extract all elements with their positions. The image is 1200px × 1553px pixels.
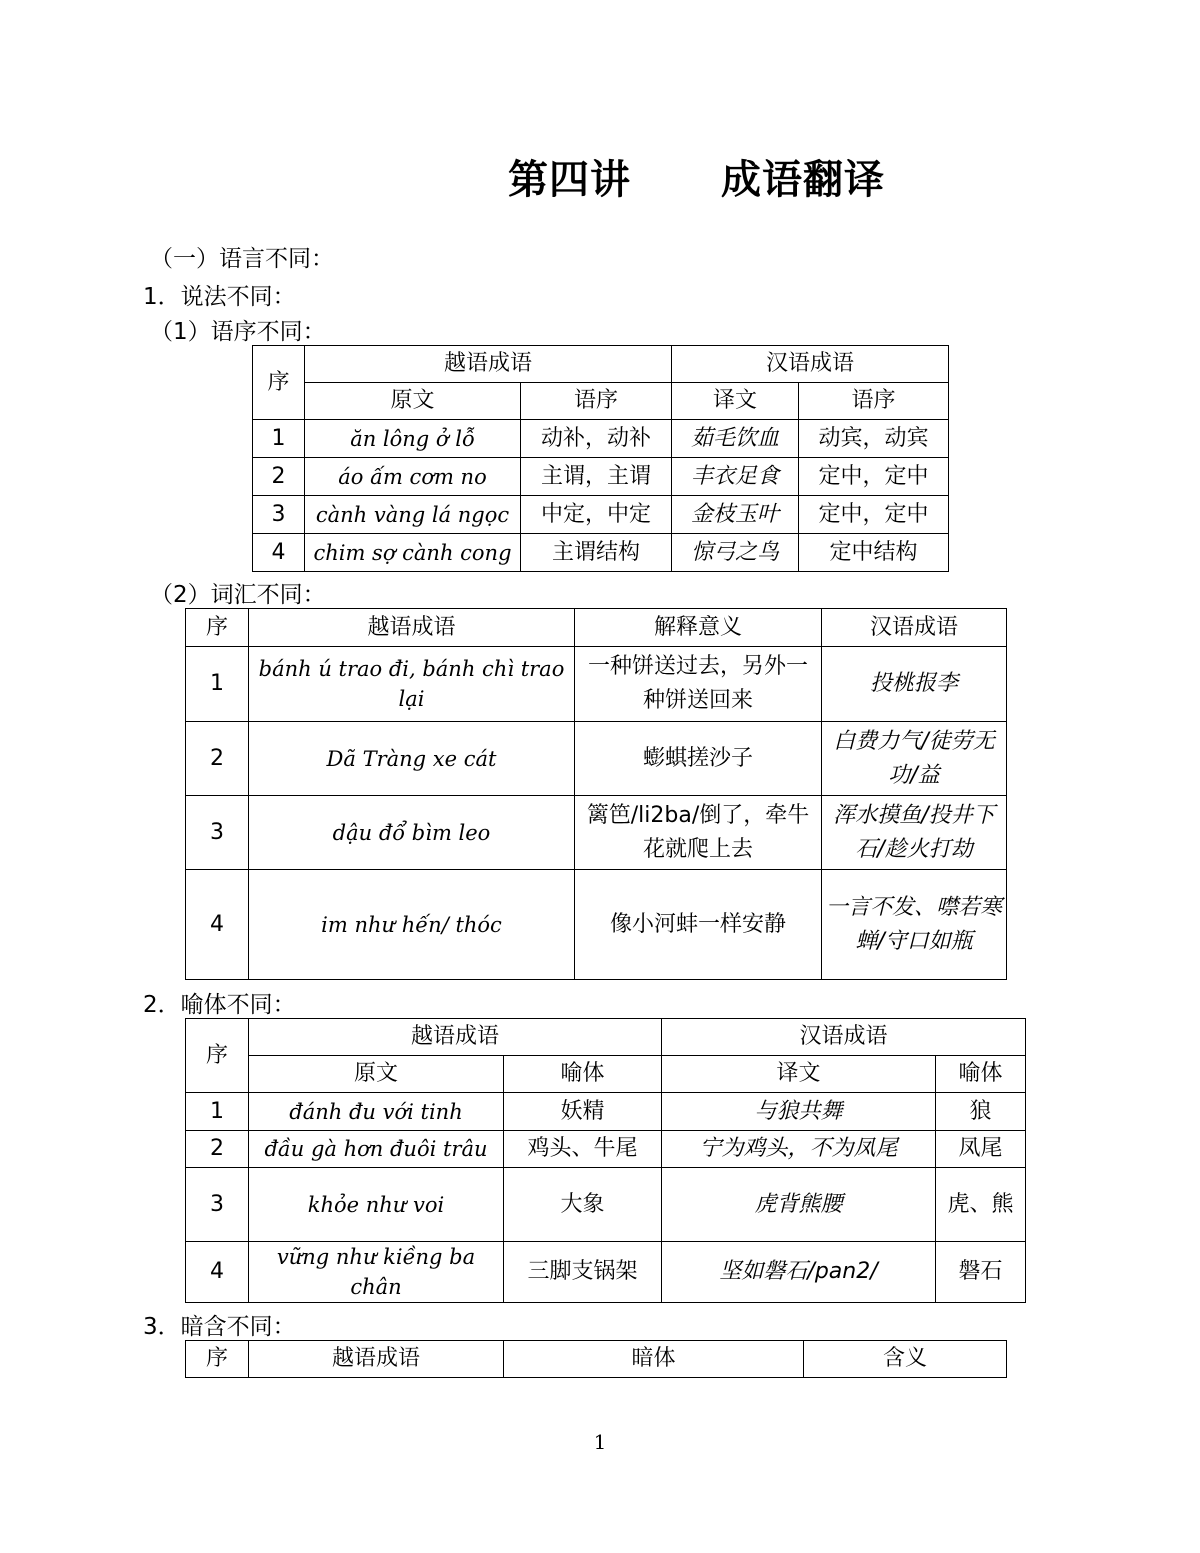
vi-figure: 妖精	[504, 1093, 662, 1131]
vi-idiom: khỏe như voi	[249, 1168, 504, 1242]
subsection-heading: 1．说法不同：	[143, 284, 296, 310]
zh-idiom: 与狼共舞	[662, 1093, 936, 1131]
word-order-table	[252, 345, 949, 572]
header-figure: 喻体	[936, 1056, 1026, 1093]
vi-order: 中定，中定	[521, 496, 672, 534]
header-index: 序	[253, 346, 305, 420]
subsection-heading: （1）语序不同：	[150, 319, 326, 345]
vi-idiom: áo ấm cơm no	[305, 458, 521, 496]
header-index: 序	[186, 1341, 249, 1378]
section-heading: （一）语言不同：	[150, 246, 334, 272]
table-row	[253, 420, 949, 458]
header-vi-idiom: 越语成语	[305, 346, 672, 383]
header-vi-idiom: 越语成语	[249, 609, 575, 647]
zh-idiom: 坚如磐石/pan2/	[662, 1242, 936, 1303]
zh-idiom: 丰衣足食	[672, 458, 799, 496]
table-row	[186, 647, 1007, 722]
vocabulary-table	[185, 608, 1007, 980]
header-meaning: 含义	[804, 1341, 1007, 1378]
row-index: 1	[186, 647, 249, 722]
meaning: 蟛蜞搓沙子	[575, 722, 822, 796]
title-lecture: 第四讲	[508, 156, 631, 203]
zh-idiom: 茹毛饮血	[672, 420, 799, 458]
zh-figure: 虎、熊	[936, 1168, 1026, 1242]
vi-idiom: dậu đổ bìm leo	[249, 796, 575, 870]
vi-idiom: cành vàng lá ngọc	[305, 496, 521, 534]
zh-figure: 凤尾	[936, 1131, 1026, 1168]
header-index: 序	[186, 609, 249, 647]
zh-idiom: 一言不发、噤若寒蝉/守口如瓶	[822, 870, 1007, 980]
zh-order: 动宾，动宾	[799, 420, 949, 458]
zh-idiom: 投桃报李	[822, 647, 1007, 722]
row-index: 2	[253, 458, 305, 496]
zh-idiom: 金枝玉叶	[672, 496, 799, 534]
row-index: 3	[186, 796, 249, 870]
header-translation: 译文	[672, 383, 799, 420]
row-index: 2	[186, 1131, 249, 1168]
header-index: 序	[186, 1019, 249, 1093]
table-row	[186, 870, 1007, 980]
vi-order: 主谓，主谓	[521, 458, 672, 496]
header-zh-idiom: 汉语成语	[672, 346, 949, 383]
vi-idiom: Dã Tràng xe cát	[249, 722, 575, 796]
row-index: 4	[186, 1242, 249, 1303]
header-meaning: 解释意义	[575, 609, 822, 647]
meaning: 一种饼送过去，另外一种饼送回来	[575, 647, 822, 722]
page-number: 1	[593, 1430, 607, 1454]
table-row	[186, 722, 1007, 796]
row-index: 1	[186, 1093, 249, 1131]
table-row	[253, 496, 949, 534]
meaning: 篱笆/li2ba/倒了，牵牛花就爬上去	[575, 796, 822, 870]
table-row	[253, 534, 949, 572]
zh-order: 定中，定中	[799, 496, 949, 534]
header-original: 原文	[249, 1056, 504, 1093]
header-vi-idiom: 越语成语	[249, 1341, 504, 1378]
header-translation: 译文	[662, 1056, 936, 1093]
header-order: 语序	[799, 383, 949, 420]
header-original: 原文	[305, 383, 521, 420]
header-figure: 喻体	[504, 1056, 662, 1093]
row-index: 2	[186, 722, 249, 796]
zh-idiom: 虎背熊腰	[662, 1168, 936, 1242]
vi-idiom: ăn lông ở lỗ	[305, 420, 521, 458]
row-index: 1	[253, 420, 305, 458]
table-row	[186, 1168, 1026, 1242]
vi-figure: 大象	[504, 1168, 662, 1242]
title-topic: 成语翻译	[721, 156, 885, 203]
zh-idiom: 浑水摸鱼/投井下石/趁火打劫	[822, 796, 1007, 870]
header-hidden: 暗体	[504, 1341, 804, 1378]
subsection-heading: （2）词汇不同：	[150, 582, 326, 608]
vi-idiom: đánh đu với tinh	[249, 1093, 504, 1131]
vi-figure: 鸡头、牛尾	[504, 1131, 662, 1168]
row-index: 3	[186, 1168, 249, 1242]
header-zh-idiom: 汉语成语	[662, 1019, 1026, 1056]
table-row	[186, 796, 1007, 870]
subsection-heading: 2．喻体不同：	[143, 992, 296, 1018]
zh-order: 定中结构	[799, 534, 949, 572]
vi-figure: 三脚支锅架	[504, 1242, 662, 1303]
row-index: 4	[186, 870, 249, 980]
subsection-heading: 3．暗含不同：	[143, 1314, 296, 1340]
vi-idiom: chim sợ cành cong	[305, 534, 521, 572]
vi-idiom: vững như kiềng ba chân	[249, 1242, 504, 1303]
zh-idiom: 白费力气/徒劳无功/益	[822, 722, 1007, 796]
zh-figure: 磐石	[936, 1242, 1026, 1303]
zh-idiom: 惊弓之鸟	[672, 534, 799, 572]
zh-figure: 狼	[936, 1093, 1026, 1131]
row-index: 3	[253, 496, 305, 534]
meaning: 像小河蚌一样安静	[575, 870, 822, 980]
table-row	[186, 1131, 1026, 1168]
vi-idiom: đầu gà hơn đuôi trâu	[249, 1131, 504, 1168]
table-row	[253, 458, 949, 496]
connotation-table	[185, 1340, 1007, 1378]
table-row	[186, 1242, 1026, 1303]
vi-order: 动补，动补	[521, 420, 672, 458]
metaphor-table	[185, 1018, 1026, 1303]
zh-idiom: 宁为鸡头，不为凤尾	[662, 1131, 936, 1168]
header-zh-idiom: 汉语成语	[822, 609, 1007, 647]
vi-idiom: im như hến/ thóc	[249, 870, 575, 980]
row-index: 4	[253, 534, 305, 572]
table-row	[186, 1093, 1026, 1131]
header-order: 语序	[521, 383, 672, 420]
vi-order: 主谓结构	[521, 534, 672, 572]
vi-idiom: bánh ú trao đi, bánh chì trao lại	[249, 647, 575, 722]
header-vi-idiom: 越语成语	[249, 1019, 662, 1056]
zh-order: 定中，定中	[799, 458, 949, 496]
